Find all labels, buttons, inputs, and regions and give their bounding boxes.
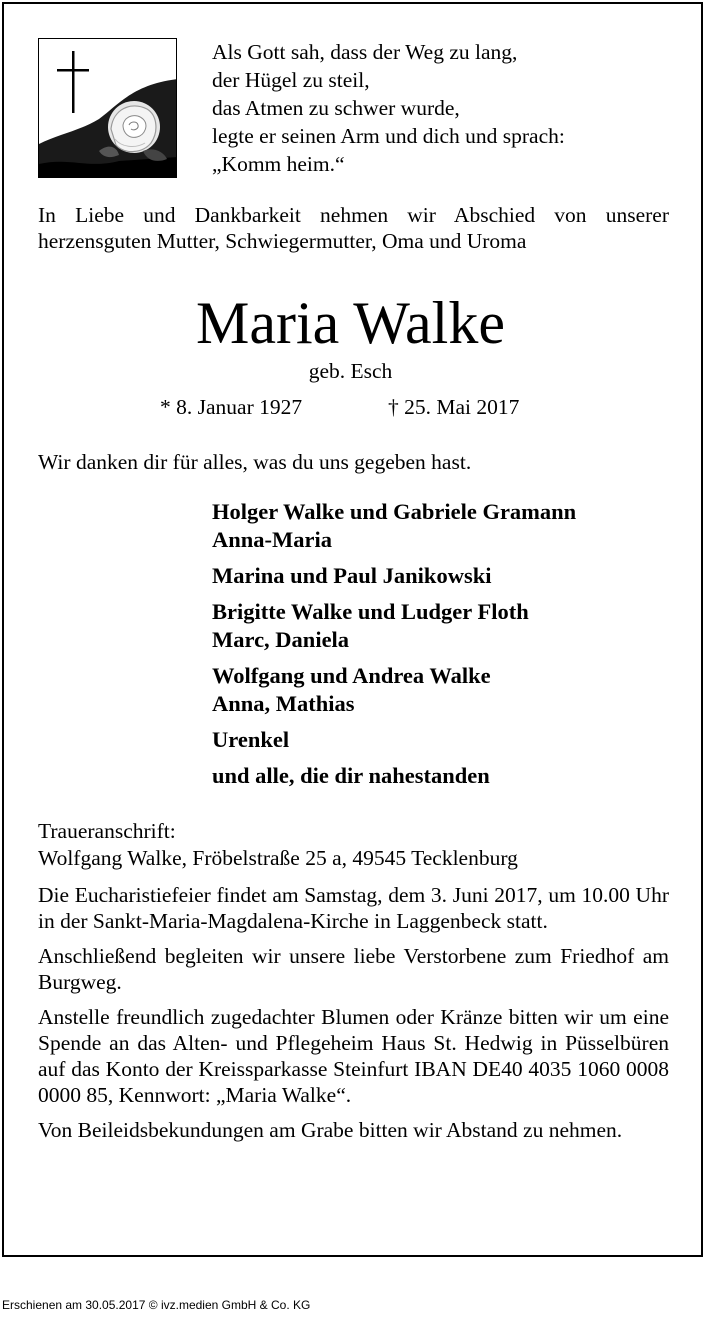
service-paragraph: Die Eucharistiefeier findet am Samstag, dem 3. Juni 2017, um 10.00 Uhr in der Sankt-Maria-Magdalena-Kirche in Laggenbeck statt. — [38, 883, 669, 933]
cross-and-rose-icon — [38, 38, 177, 178]
mourner-group — [212, 562, 576, 590]
notice-paragraphs — [38, 882, 669, 1152]
mourner-names: und alle, die dir nahestanden — [212, 763, 490, 788]
thanks-text: Wir danken dir für alles, was du uns gegeben hast. — [38, 450, 472, 474]
mourner-group — [212, 498, 576, 554]
poem — [212, 38, 565, 178]
poem-line: Als Gott sah, dass der Weg zu lang, — [212, 40, 518, 64]
mourner-children: Marc, Daniela — [212, 627, 350, 652]
mourner-children: Anna, Mathias — [212, 691, 355, 716]
mourner-names: Brigitte Walke und Ludger Floth — [212, 599, 529, 624]
poem-line: legte er seinen Arm und dich und sprach: — [212, 124, 565, 148]
burial-paragraph: Anschließend begleiten wir unsere liebe Verstorbene zum Friedhof am Burgweg. — [38, 944, 669, 994]
address-label: Traueranschrift: — [38, 819, 176, 843]
death-date: † 25. Mai 2017 — [388, 395, 520, 419]
deceased-name: Maria Walke — [196, 290, 505, 356]
mourner-names: Wolfgang und Andrea Walke — [212, 663, 491, 688]
intro-text: In Liebe und Dankbarkeit nehmen wir Abschied von unserer herzensguten Mutter, Schwiegermutter, Oma und Uroma — [38, 203, 669, 253]
donation-paragraph: Anstelle freundlich zugedachter Blumen oder Kränze bitten wir um eine Spende an das Alten- und Pflegeheim Haus St. Hedwig in Püsselbüren auf das Konto der Kreissparkasse Steinfurt IBAN DE40 4035 1060 0008 0000 85, Kennwort: „Maria Walke“. — [38, 1005, 669, 1107]
mourner-group — [212, 762, 576, 790]
maiden-name: geb. Esch — [308, 359, 393, 383]
address-value: Wolfgang Walke, Fröbelstraße 25 a, 49545 Tecklenburg — [38, 846, 518, 870]
poem-line: das Atmen zu schwer wurde, — [212, 96, 460, 120]
condolence-paragraph: Von Beileidsbekundungen am Grabe bitten wir Abstand zu nehmen. — [38, 1118, 623, 1142]
life-dates — [160, 393, 520, 421]
mourner-names: Holger Walke und Gabriele Gramann — [212, 499, 577, 524]
mourner-group — [212, 662, 576, 718]
publication-footer: Erschienen am 30.05.2017 © ivz.medien GmbH & Co. KG — [2, 1298, 311, 1312]
birth-date: * 8. Januar 1927 — [160, 395, 303, 419]
mourner-names: Marina und Paul Janikowski — [212, 563, 492, 588]
mourner-group — [212, 726, 576, 754]
mourner-children: Anna-Maria — [212, 527, 332, 552]
poem-line: „Komm heim.“ — [212, 152, 345, 176]
mourner-names: Urenkel — [212, 727, 290, 752]
poem-line: der Hügel zu steil, — [212, 68, 370, 92]
mourner-group — [212, 598, 576, 654]
mourning-address — [38, 818, 518, 872]
mourners-list — [212, 498, 576, 798]
